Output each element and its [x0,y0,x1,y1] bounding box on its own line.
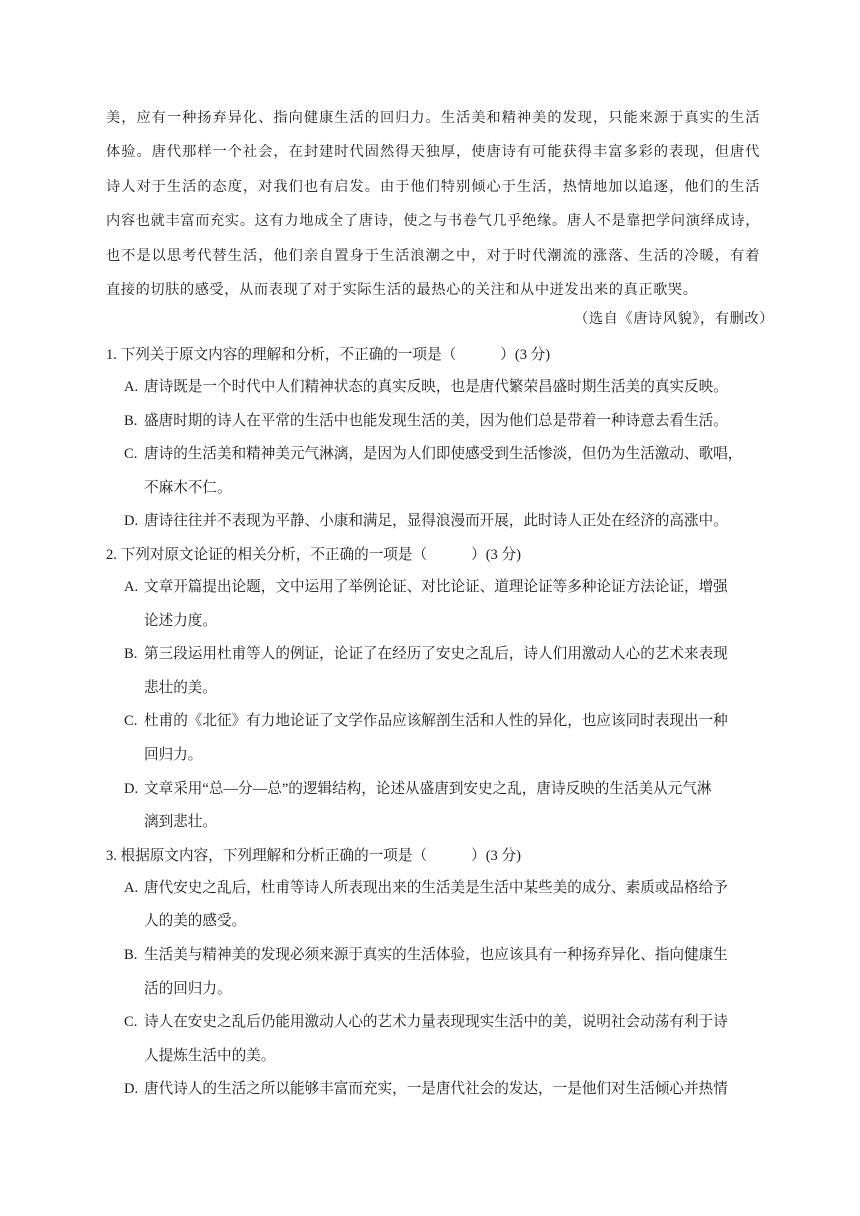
option-letter: C. [124,713,138,730]
option-text-continued: 不麻木不仁。 [144,479,232,496]
question-text: 根据原文内容，下列理解和分析正确的一项是（ [120,847,428,864]
option-text-continued: 悲壮的美。 [144,679,217,696]
option-text-continued: 论述力度。 [144,612,217,629]
option-text-continued: 人提炼生活中的美。 [144,1047,276,1064]
option-text: 诗人在安史之乱后仍能用激动人心的艺术力量表现现实生活中的美，说明社会动荡有利于诗 [144,1014,728,1031]
option-text: 唐代诗人的生活之所以能够丰富而充实，一是唐代社会的发达，一是他们对生活倾心并热情 [144,1081,728,1098]
question-number: 1. [106,347,117,363]
option-text: 唐诗的生活美和精神美元气淋漓，是因为人们即使感受到生活惨淡，但仍为生活激动、歌唱， [144,446,743,463]
option-d [106,505,762,539]
passage-line: 直接的切肤的感受，从而表现了对于实际生活的最热心的关注和从中迸发出来的真正歌哭。 [106,281,698,298]
option-text: 生活美与精神美的发现必须来源于真实的生活体验，也应该具有一种扬弃异化、指向健康生 [144,946,728,963]
option-text: 唐代安史之乱后，杜甫等诗人所表现出来的生活美是生活中某些美的成分、素质或品格给予 [144,879,728,896]
option-letter: B. [124,946,138,963]
option-b [106,405,762,439]
option-line [124,405,762,439]
passage-line: 体验。唐代那样一个社会，在封建时代固然得天独厚，使唐诗有可能获得丰富多彩的表现，但唐代 [106,144,760,161]
option-line [124,705,762,739]
option-letter: B. [124,412,138,429]
option-c [106,438,762,505]
question-score: ）(3 分) [471,847,521,864]
question-3 [106,840,762,1107]
option-letter: C. [124,446,138,463]
option-letter: A. [124,578,139,595]
option-a [106,872,762,939]
option-text-continued: 人的美的感受。 [144,913,247,930]
question-list [106,339,762,1107]
option-text: 文章开篇提出论题，文中运用了举例论证、对比论证、道理论证等多种论证方法论证，增强 [144,578,728,595]
option-d [106,773,762,840]
option-letter: B. [124,646,138,663]
question-2 [106,539,762,840]
option-letter: C. [124,1014,138,1031]
passage-line: 诗人对于生活的态度，对我们也有启发。由于他们特别倾心于生活，热情地加以追逐，他们的生活 [106,178,760,195]
question-text: 下列关于原文内容的理解和分析，不正确的一项是（ [120,347,457,363]
option-b [106,939,762,1006]
option-letter: A. [124,879,139,896]
option-a [106,571,762,638]
option-c [106,1006,762,1073]
option-line [124,872,762,906]
option-a [106,371,762,405]
option-text-continued: 漓到悲壮。 [144,814,217,831]
option-text: 第三段运用杜甫等人的例证，论证了在经历了安史之乱后，诗人们用激动人心的艺术来表现 [144,646,728,663]
option-text: 杜甫的《北征》有力地论证了文学作品应该解剖生活和人性的异化，也应该同时表现出一种 [144,713,728,730]
option-c [106,705,762,772]
question-number: 2. [106,546,117,563]
question-number: 3. [106,847,117,864]
question-stem [106,840,762,872]
passage-text [106,101,760,307]
option-d [106,1073,762,1107]
passage-source: （选自《唐诗风貌》，有删改） [574,311,774,327]
option-line [124,571,762,605]
option-letter: D. [124,780,139,797]
question-stem [106,339,762,371]
option-line [124,1073,762,1107]
option-letter: D. [124,513,139,530]
option-text: 盛唐时期的诗人在平常的生活中也能发现生活的美，因为他们总是带着一种诗意去看生活。 [144,412,728,429]
passage-line: 也不是以思考代替生活，他们亲自置身于生活浪潮之中，对于时代潮流的涨落、生活的冷暖，有着 [106,247,760,264]
passage-line: 内容也就丰富而充实。这有力地成全了唐诗，使之与书卷气几乎绝缘。唐人不是靠把学问演绎成诗， [106,213,760,230]
option-text: 唐诗既是一个时代中人们精神状态的真实反映，也是唐代繁荣昌盛时期生活美的真实反映。 [144,379,728,395]
question-score: ）(3 分) [471,546,521,563]
passage-line: 美，应有一种扬弃异化、指向健康生活的回归力。生活美和精神美的发现，只能来源于真实的生活 [106,110,760,126]
option-text-continued: 活的回归力。 [144,980,232,997]
option-line [124,505,762,539]
option-line [124,638,762,672]
question-score: ）(3 分) [500,347,551,363]
question-text: 下列对原文论证的相关分析，不正确的一项是（ [120,546,428,563]
option-line [124,773,762,807]
option-line [124,371,762,405]
option-text-continued: 回归力。 [144,746,203,763]
option-line [124,939,762,973]
option-line [124,438,762,472]
option-text: 文章采用“总—分—总”的逻辑结构，论述从盛唐到安史之乱，唐诗反映的生活美从元气淋 [144,780,712,797]
option-b [106,638,762,705]
option-letter: A. [124,379,139,395]
option-line [124,1006,762,1040]
option-text: 唐诗往往并不表现为平静、小康和满足，显得浪漫而开展，此时诗人正处在经济的高涨中。 [144,513,728,530]
option-letter: D. [124,1081,139,1098]
question-stem [106,539,762,571]
question-1 [106,339,762,539]
